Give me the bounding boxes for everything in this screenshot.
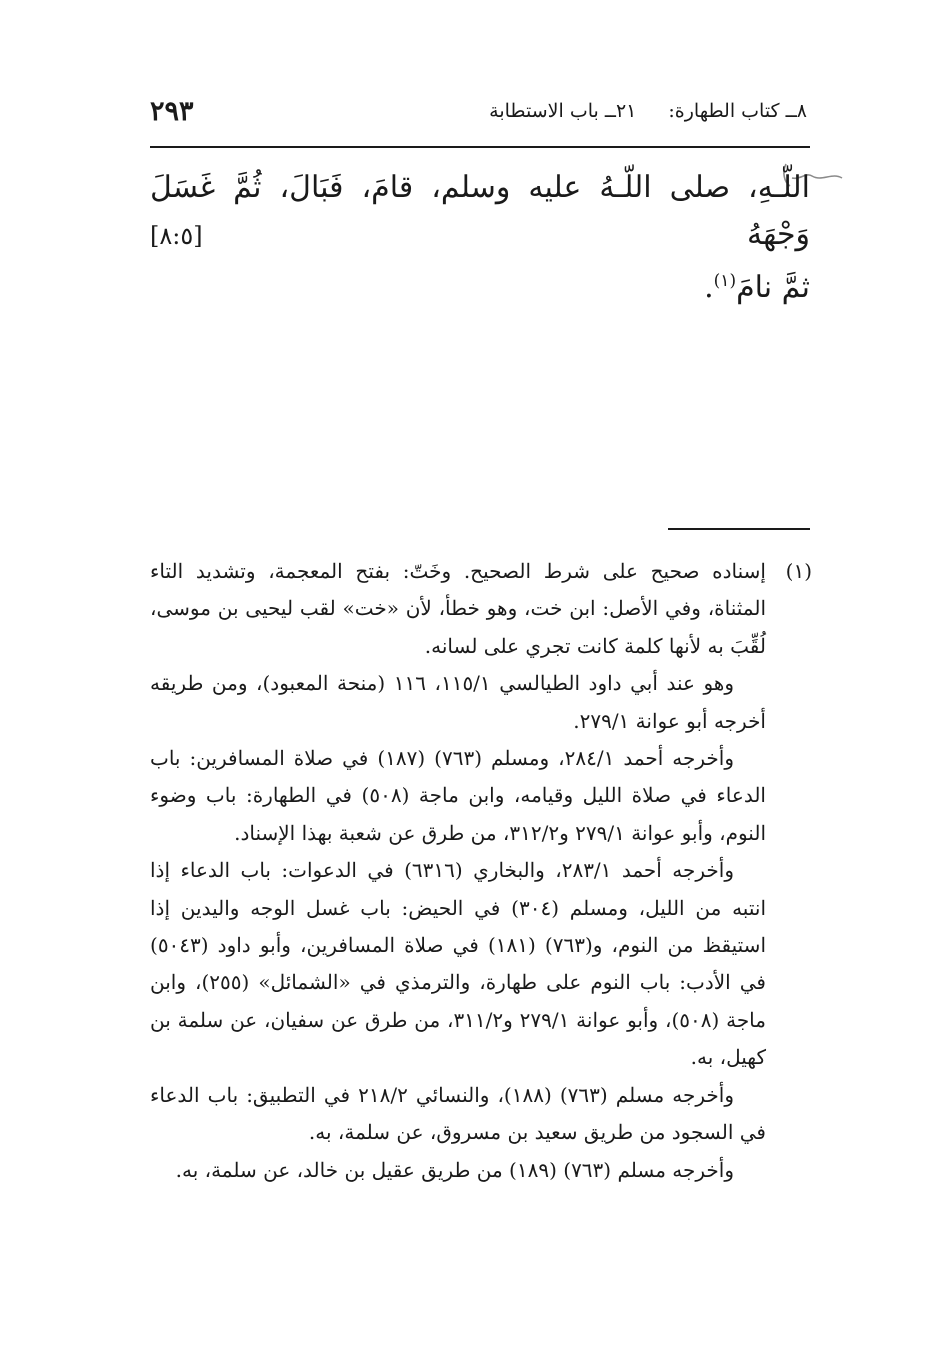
footnote-paragraph: وأخرجه مسلم (٧٦٣) (١٨٩) من طريق عقيل بن خالد، عن سلمة، به. xyxy=(175,1157,734,1182)
footnote-paragraph: وأخرجه أحمد ٢٨٤/١، ومسلم (٧٦٣) (١٨٧) في صلاة المسافرين: باب الدعاء في صلاة الليل وقيامه، وابن ماجة (٥٠٨) في الطهارة: باب وضوء النوم، وأبو عوانة ٢٧٩/١ و٣١٢/٢، من طرق عن شعبة بهذا الإسناد. xyxy=(150,746,766,845)
hadith-reference: [٨:٥] xyxy=(150,222,203,250)
footnote-number: (١) xyxy=(785,559,812,583)
hadith-line-2-end: . xyxy=(704,270,714,305)
header-rule xyxy=(150,146,810,148)
footnote-paragraph: وأخرجه مسلم (٧٦٣) (١٨٨)، والنسائي ٢١٨/٢ في التطبيق: باب الدعاء في السجود من طريق سعيد بن مسروق، عن سلمة، به. xyxy=(150,1082,766,1145)
footnote-rule xyxy=(668,528,810,530)
book-title: ٨ــ كتاب الطهارة: xyxy=(668,100,807,122)
chapter-title: ٢١ــ باب الاستطابة xyxy=(489,100,637,122)
footnote-paragraph: وهو عند أبي داود الطيالسي ١١٥/١، ١١٦ (منحة المعبود)، ومن طريقه أخرجه أبو عوانة ٢٧٩/١. xyxy=(150,671,766,733)
footnotes xyxy=(150,553,812,1189)
footnote-paragraph: وأخرجه أحمد ٢٨٣/١، والبخاري (٦٣١٦) في الدعوات: باب الدعاء إذا انتبه من الليل، ومسلم (٣٠٤) في الحيض: باب غسل الوجه واليدين إذا استيقظ من النوم، و(٧٦٣) (١٨١) في صلاة المسافرين، وأبو داود (٥٠٤٣) في الأدب: باب النوم على طهارة، والترمذي في «الشمائل» (٢٥٥)، وابن ماجة (٥٠٨)، وأبو عوانة ٢٧٩/١ و٣١١/٢، من طرق عن سفيان، عن سلمة بن كهيل، به. xyxy=(150,858,767,1070)
footnote-marker: (١) xyxy=(713,271,737,291)
page-number: ٢٩٣ xyxy=(150,96,194,127)
footnote-paragraph-text: إسناده صحيح على شرط الصحيح. وخَتّ: بفتح المعجمة، وتشديد التاء المثناة، وفي الأصل: ابن خت، وهو خطأ، لأن «خت» لقب ليحيى بن موسى، لُقِّبَ به لأنها كلمة كانت تجري على لسانه. xyxy=(150,559,766,658)
hadith-line-2 xyxy=(150,258,810,311)
hadith-line-2-text: ثمَّ نامَ xyxy=(736,270,810,305)
running-head xyxy=(489,100,807,122)
hadith-text xyxy=(150,164,810,311)
hadith-line-1: اللّـهِ، صلى اللّـهُ عليه وسلم، قامَ، فَبَالَ، ثُمَّ غَسَلَ وَجْهَهُ xyxy=(150,170,810,252)
footnote-paragraph xyxy=(150,553,812,665)
